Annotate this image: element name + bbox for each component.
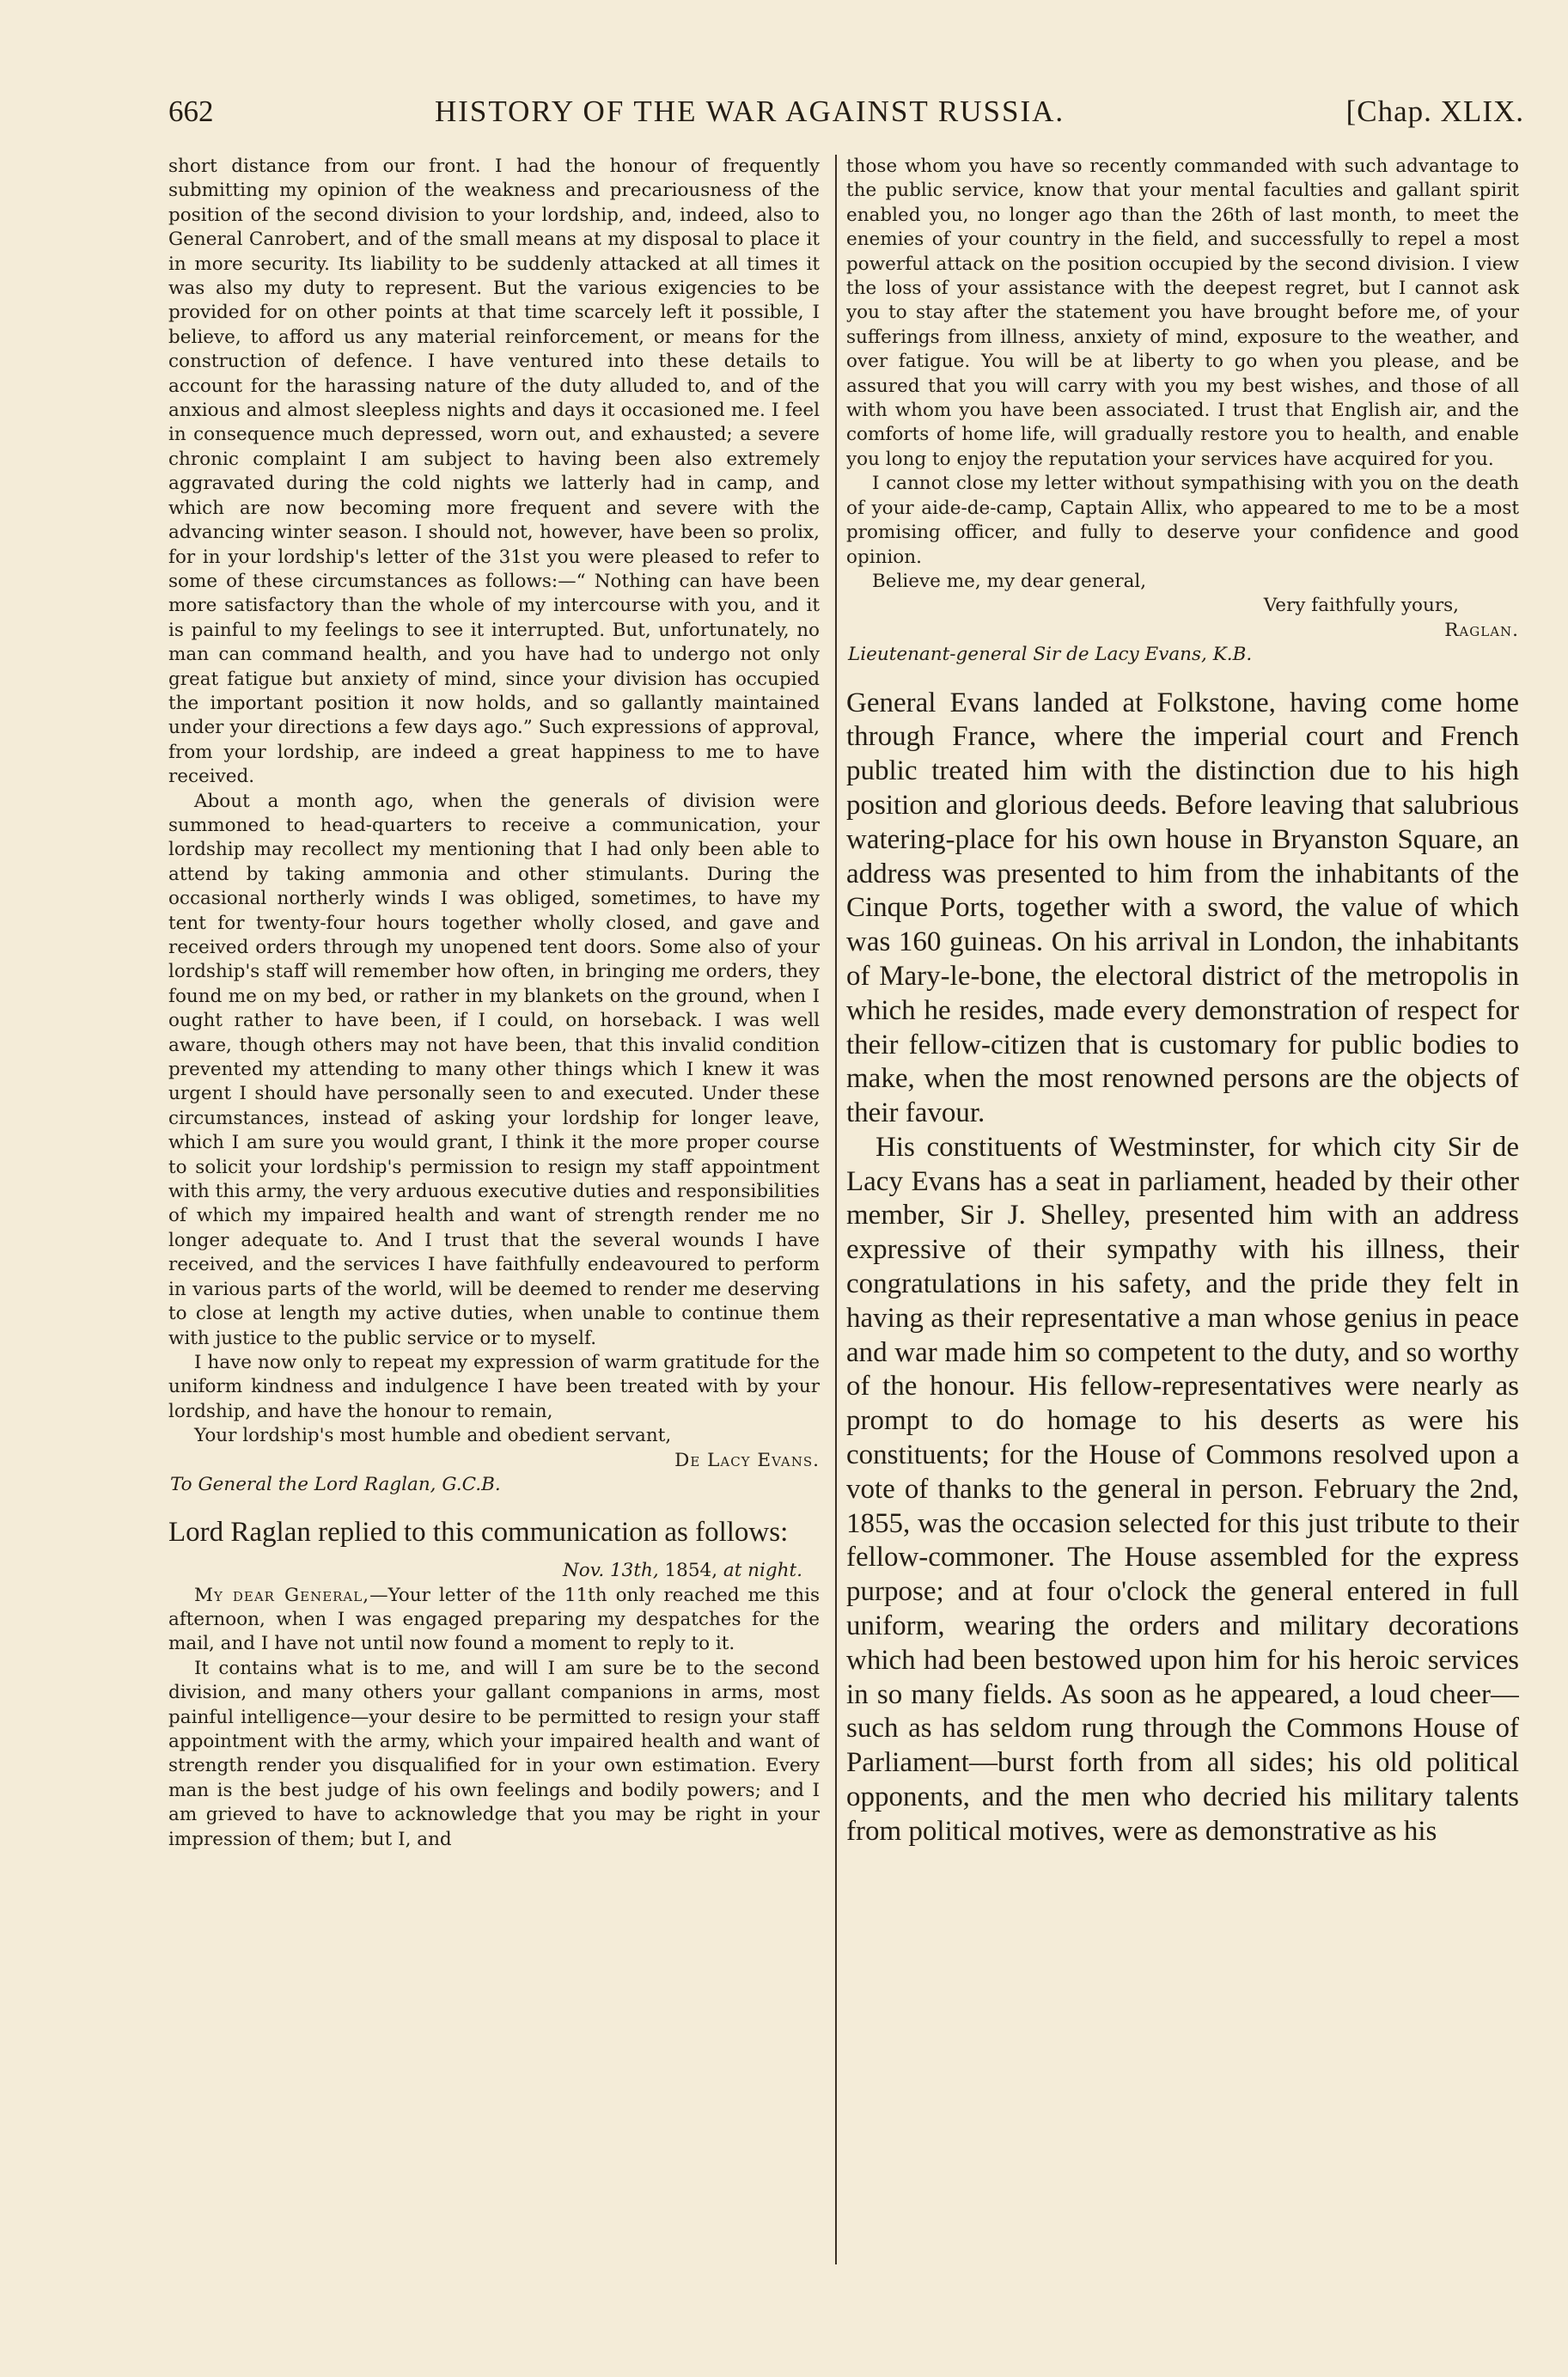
letter-signature: Raglan.: [1444, 619, 1519, 641]
raglan-letter-paragraph: those whom you have so recently commanded with such advantage to the public service, know that your mental faculties and gallant spirit enabled you, no longer ago than the 26th of last month, to meet the enemies of your country in the field, and successfully to repel a most powerful attack on the position occupied by the second division. I view the loss of your assistance with the deepest regret, but I cannot ask you to stay after the statement you have brought before me, of your sufferings from illness, anxiety of mind, exposure to the weather, and over fatigue. You will be at liberty to go when you please, and be assured that you will carry with you my best wishes, and those of all with whom you have been associated. I trust that English air, and the comforts of home life, will gradually restore you to health, and enable you long to enjoy the reputation your services have acquired for you.: [846, 156, 1519, 470]
page-number: 662: [168, 95, 214, 128]
dateline-year: 1854,: [658, 1560, 723, 1582]
letter-salutation: My dear General,: [194, 1584, 370, 1606]
letter-closing: Believe me, my dear general,: [872, 570, 1147, 592]
evans-letter-paragraph: About a month ago, when the generals of division were summoned to head-quarters to receive a communication, your lordship may recollect my mentioning that I had only been able to attend by taking ammonia and other stimulants. During the occasional northerly winds I was obliged, sometimes, to have my tent for twenty-four hours together wholly closed, and gave and received orders through my unopened tent doors. Some also of your lordship's staff will remember how often, in bringing me orders, they found me on my bed, or rather in my blankets on the ground, when I ought rather to have been, if I could, on horseback. I was well aware, though others may not have been, that this invalid condition prevented my attending to many other things which I knew it was urgent I should have personally seen to and executed. Under these circumstances, instead of asking your lordship for longer leave, which I am sure you would grant, I think it the more proper course to solicit your lordship's permission to resign my staff appointment with this army, the very arduous executive duties and responsibilities of which my impaired health and want of strength render me no longer adequate to. And I trust that the several wounds I have received, and the services I have faithfully endeavoured to perform in various parts of the world, will be deemed to render me deserving to close at length my active duties, when unable to continue them with justice to the public service or to myself.: [168, 790, 820, 1349]
letter-closing: Very faithfully yours,: [1263, 595, 1459, 617]
right-column: [846, 155, 1519, 2269]
column-divider: [835, 155, 837, 2264]
evans-letter-paragraph: short distance from our front. I had the honour of frequently submitting my opinion of the weakness and precariousness of the position of the second division to your lordship, and, indeed, also to General Canrobert, and of the small means at my disposal to place it in more security. Its liability to be suddenly attacked at all times it was also my duty to represent. But the various exigencies to be provided for on other points at that time scarcely left it possible, I believe, to afford us any material reinforcement, or means for the construction of defence. I have ventured into these details to account for the harassing nature of the duty alluded to, and of the anxious and almost sleepless nights and days it occasioned me. I feel in consequence much depressed, worn out, and exhausted; a severe chronic complaint I am subject to having been also extremely aggravated during the cold nights we latterly had in camp, and which are now becoming more frequent and severe with the advancing winter season. I should not, however, have been so prolix, for in your lordship's letter of the 31st you were pleased to refer to some of these circumstances as follows:—“ Nothing can have been more satisfactory than the whole of my intercourse with you, and it is painful to my feelings to see it interrupted. But, unfortunately, no man can command health, and you have had to undergo not only great fatigue but anxiety of mind, since your division has occupied the important position it now holds, and so gallantly maintained under your directions a few days ago.” Such expressions of approval, from your lordship, are indeed a great happiness to me to have received.: [168, 156, 820, 788]
running-head: [168, 93, 1524, 131]
narrative-paragraph: General Evans landed at Folkstone, having come home through France, where the imperial court and French public treated him with the distinction due to his high position and glorious deeds. Before leaving that salubrious watering-place for his own house in Bryanston Square, an address was presented to him from the inhabitants of the Cinque Ports, together with a sword, the value of which was 160 guineas. On his arrival in London, the inhabitants of Mary-le-bone, the electoral district of the metropolis in which he resides, made every demonstration of respect for their fellow-citizen that is customary for public bodies to make, when the most renowned persons are the objects of their favour.: [846, 687, 1519, 1129]
letter-addressee: Lieutenant-general Sir de Lacy Evans, K.B.: [848, 644, 1253, 666]
left-column: [168, 155, 820, 2269]
letter-closing: Your lordship's most humble and obedient servant,: [194, 1425, 672, 1447]
letter-dateline: [168, 1559, 820, 1583]
chapter-label: [Chap. XLIX.: [1345, 95, 1524, 128]
running-title: HISTORY OF THE WAR AGAINST RUSSIA.: [435, 95, 1065, 128]
narrative-paragraph: Lord Raglan replied to this communication as follows:: [168, 1517, 789, 1549]
letter-addressee: To General the Lord Raglan, G.C.B.: [170, 1473, 501, 1495]
dateline-date: Nov. 13th,: [562, 1560, 659, 1582]
narrative-paragraph: His constituents of Westminster, for which city Sir de Lacy Evans has a seat in parliament, headed by their other member, Sir J. Shelley, presented him with an address expressive of their sympathy with his illness, their congratulations in his safety, and the pride they felt in having as their representative a man whose genius in peace and war made him so competent to the duty, and so worthy of the honour. His fellow-representatives were nearly as prompt to do homage to his deserts as were his constituents; for the House of Commons resolved upon a vote of thanks to the general in person. February the 2nd, 1855, was the occasion selected for this just tribute to their fellow-commoner. The House assembled for the express purpose; and at four o'clock the general entered in full uniform, wearing the orders and military decorations which had been bestowed upon him for his heroic services in so many fields. As soon as he appeared, a loud cheer—such as has seldom rung through the Commons House of Parliament—burst forth from all sides; his old political opponents, and the men who decried his military talents from political motives, were as demonstrative as his: [846, 1131, 1519, 1847]
dateline-time: at night.: [723, 1560, 802, 1582]
raglan-letter-paragraph: I cannot close my letter without sympathising with you on the death of your aide-de-camp, Captain Allix, who appeared to me to be a most promising officer, and fully to deserve your confidence and good opinion.: [846, 473, 1519, 568]
letter-signature: De Lacy Evans.: [674, 1449, 820, 1471]
evans-letter-paragraph: I have now only to repeat my expression of warm gratitude for the uniform kindness and indulgence I have been treated with by your lordship, and have the honour to remain,: [168, 1351, 820, 1422]
raglan-letter-text: —Your letter of the 11th only reached me this afternoon, when I was engaged preparing my despatches for the mail, and I have not until now found a moment to reply to it.: [168, 1584, 820, 1655]
raglan-letter-paragraph: [168, 1584, 820, 1657]
raglan-letter-paragraph: It contains what is to me, and will I am sure be to the second division, and many others your gallant companions in arms, most painful intelligence—your desire to be permitted to resign your staff appointment with the army, which your impaired health and want of strength render you disqualified for in your own estimation. Every man is the best judge of his own feelings and bodily powers; and I am grieved to have to acknowledge that you may be right in your impression of them; but I, and: [168, 1657, 820, 1850]
